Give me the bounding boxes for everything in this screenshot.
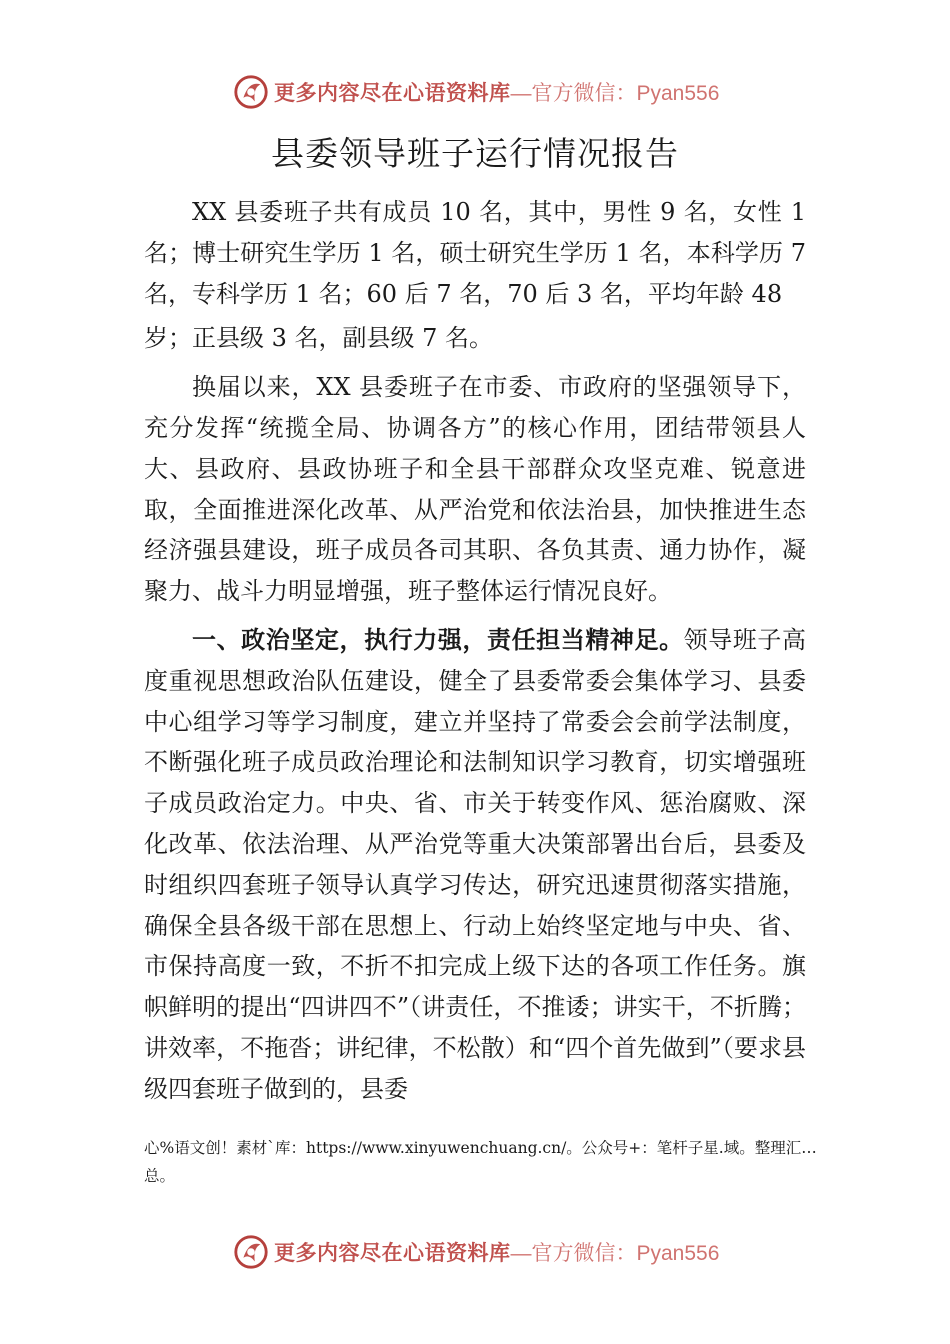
paragraph-3 [144, 620, 806, 1110]
watermark-slogan: 更多内容尽在心语资料库 [274, 1241, 511, 1265]
section-heading: 一、政治坚定，执行力强，责任担当精神足。 [192, 625, 684, 654]
paragraph-1: XX 县委班子共有成员 10 名，其中，男性 9 名，女性 1 名；博士研究生学历 1 名，硕士研究生学历 1 名，本科学历 7 名，专科学历 1 名；60 后 7 名，70 后 3 名，平均年龄 48 [144, 198, 806, 308]
paragraph-1-tail: 岁；正县级 3 名，副县级 7 名。 [144, 324, 494, 353]
top-watermark-banner [232, 70, 732, 114]
paragraph-3-body: 领导班子高度重视思想政治队伍建设，健全了县委常委会集体学习、县委中心组学习等学习制度，建立并坚持了常委会会前学法制度，不断强化班子成员政治理论和法制知识学习教育，切实增强班子成员政治定力。中央、省、市关于转变作风、惩治腐败、深化改革、依法治理、从严治党等重大决策部署出台后，县委及时组织四套班子领导认真学习传达，研究迅速贯彻落实措施，确保全县各级干部在思想上、行动上始终坚定地与中央、省、市保持高度一致，不折不扣完成上级下达的各项工作任务。旗帜鲜明的提出“四讲四不”（讲责任，不推诿；讲实干，不折腾；讲效率，不拖沓；讲纪律，不松散）和“四个首先做到”（要求县级四套班子做到的，县委 [144, 625, 807, 1103]
paragraph-2: 换届以来，XX 县委班子在市委、市政府的坚强领导下，充分发挥“统揽全局、协调各方”的核心作用，团结带领县人大、县政府、县政协班子和全县干部群众攻坚克难、锐意进取，全面推进深化改革、从严治党和依法治县，加快推进生态经济强县建设，班子成员各司其职、各负其责、通力协作，凝聚力、战斗力明显增强，班子整体运行情况良好。 [144, 373, 806, 606]
brand-logo-icon [232, 1233, 270, 1271]
source-note: 心%语文创！素材`库：https://www.xinyuwenchuang.cn/。公众号+：笔杆子星.域。整理汇…总。 [144, 1139, 817, 1185]
document-body [144, 192, 806, 1110]
watermark-slogan: 更多内容尽在心语资料库 [274, 81, 511, 105]
watermark-contact: —官方微信：Pyan556 [510, 82, 720, 105]
document-title: 县委领导班子运行情况报告 [271, 134, 679, 173]
bottom-watermark-banner [232, 1230, 732, 1274]
brand-logo-icon [232, 73, 270, 111]
watermark-contact: —官方微信：Pyan556 [510, 1242, 720, 1265]
